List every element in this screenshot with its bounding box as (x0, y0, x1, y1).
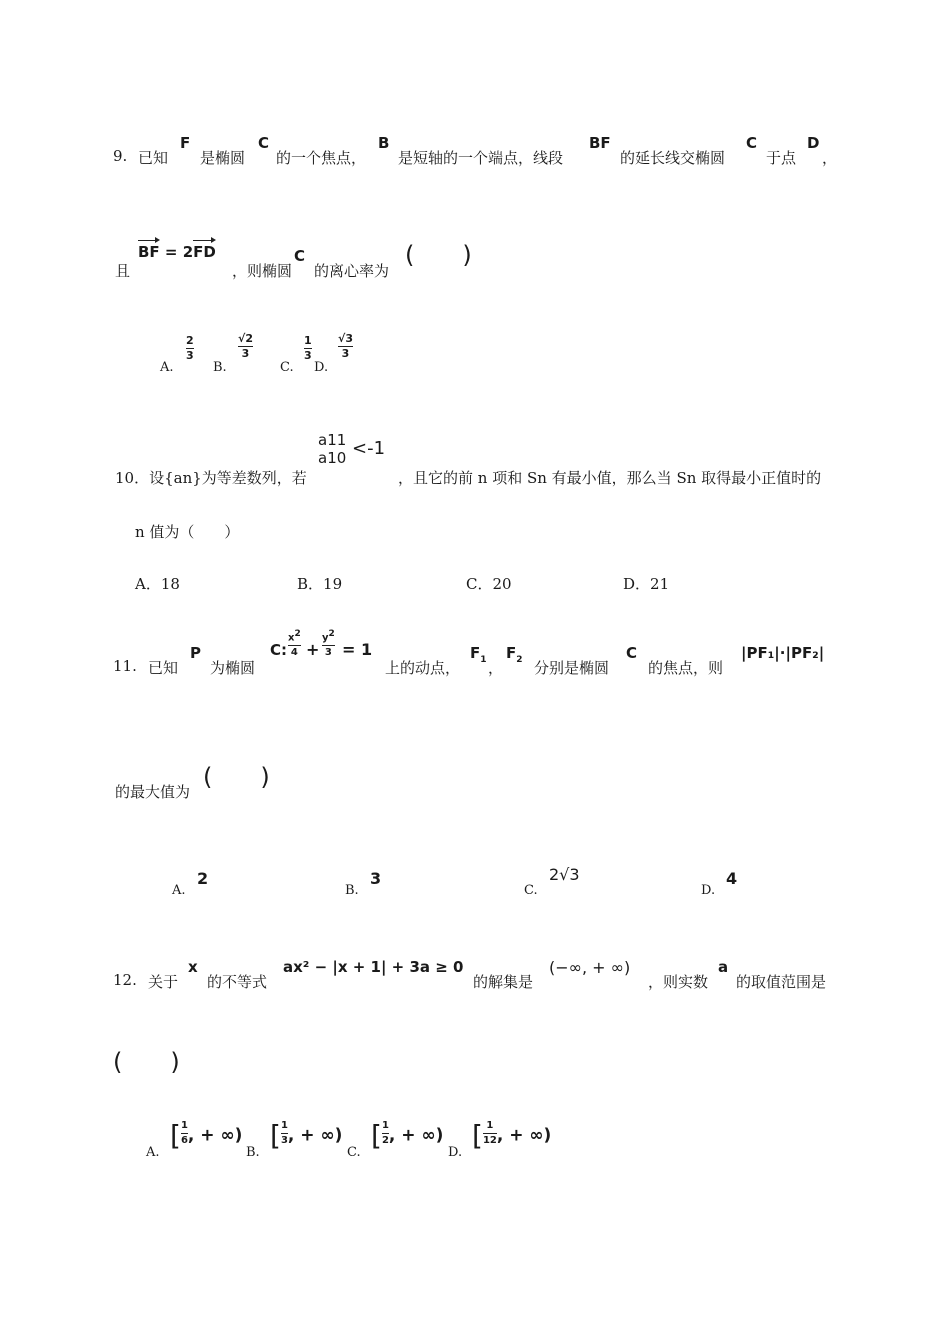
q10-option-C: C．20 (466, 575, 512, 593)
q12-option-D-interval: [ $\frac{1}{12}$ , + ∞) (472, 1119, 552, 1152)
q11-text: ， (488, 659, 504, 677)
answer-blank: ( ) (405, 241, 472, 269)
q9-option-B-fraction: √2 3 (238, 332, 253, 360)
q12-option-C-interval: [ $\frac{1}{2}$ , + ∞) (371, 1119, 444, 1152)
q11-option-C-value: 2√3 (549, 865, 580, 884)
q11-number: 11. (113, 657, 137, 675)
answer-blank: ( ) (113, 1048, 180, 1076)
q12-option-B-interval: [ $\frac{1}{3}$ , + ∞) (270, 1119, 343, 1152)
q11-option-B-label: B. (345, 883, 359, 898)
q9-text: ，则椭圆 (232, 262, 293, 280)
q11-math-C: C (626, 644, 638, 662)
q12-solution-set: (−∞, + ∞) (549, 958, 631, 977)
q10-text: n 值为（ ） (135, 523, 240, 541)
q9-option-D-label: D. (314, 360, 329, 375)
q11-math-F1: $F_1$ (470, 644, 487, 665)
q12-option-D-label: D. (448, 1145, 463, 1160)
q9-option-B-label: B. (213, 360, 227, 375)
q12-text: 的解集是 (473, 973, 534, 991)
q10-text: 10．设{an}为等差数列，若 (115, 469, 307, 487)
q10-fraction: a11 a10 (318, 431, 347, 467)
q10-inequality: <-1 (352, 438, 386, 459)
q12-math-a: a (718, 958, 729, 976)
q9-vector-equation: BF = 2FD (138, 243, 216, 261)
q11-option-B-value: 3 (370, 869, 382, 888)
q9-math-BF: BF (589, 134, 611, 152)
q11-math-F2: $F_2$ (506, 644, 523, 665)
q11-text: 的最大值为 (115, 783, 191, 801)
q9-option-C-fraction: 1 3 (304, 334, 312, 362)
q11-option-C-label: C. (524, 883, 538, 898)
q9-text: ， (822, 149, 838, 167)
q11-text: 已知 (148, 659, 179, 677)
q11-text: 分别是椭圆 (534, 659, 610, 677)
q9-number: 9. (113, 147, 128, 165)
q9-option-A-label: A. (160, 360, 174, 375)
q9-text: 是椭圆 (200, 149, 246, 167)
q9-text: 是短轴的一个端点，线段 (398, 149, 564, 167)
q10-option-D: D．21 (623, 575, 670, 593)
q11-math-expression: |PF₁|·|PF₂| (741, 644, 825, 662)
q11-text: 为椭圆 (210, 659, 256, 677)
q9-math-B: B (378, 134, 390, 152)
q10-option-B: B．19 (297, 575, 343, 593)
q12-text: 关于 (148, 973, 179, 991)
answer-blank: ( ) (203, 763, 270, 791)
q12-option-C-label: C. (347, 1145, 361, 1160)
q10-text: ，且它的前 n 项和 Sn 有最小值，那么当 Sn 取得最小正值时的 (398, 469, 822, 487)
q11-math-P: P (190, 644, 201, 662)
q11-option-A-value: 2 (197, 869, 209, 888)
q9-text: 的延长线交椭圆 (620, 149, 726, 167)
q9-math-D: D (807, 134, 820, 152)
q11-option-D-label: D. (701, 883, 716, 898)
q10-option-A: A．18 (135, 575, 180, 593)
q12-math-x: x (188, 958, 198, 976)
q9-math-C: C (258, 134, 270, 152)
q12-option-B-label: B. (246, 1145, 260, 1160)
q11-text: 上的动点， (385, 659, 461, 677)
q9-text: 的一个焦点， (276, 149, 367, 167)
q9-option-A-fraction: 2 3 (186, 334, 194, 362)
q12-text: ，则实数 (648, 973, 709, 991)
q9-math-C: C (746, 134, 758, 152)
q9-text: 的离心率为 (314, 262, 390, 280)
q12-text: 的取值范围是 (736, 973, 827, 991)
q9-option-C-label: C. (280, 360, 294, 375)
q12-option-A-interval: [ $\frac{1}{6}$ , + ∞) (170, 1119, 243, 1152)
q12-inequality: ax² − |x + 1| + 3a ≥ 0 (283, 958, 464, 976)
q9-text: 且 (115, 262, 131, 280)
q9-math-F: F (180, 134, 191, 152)
q9-option-D-fraction: √3 3 (338, 332, 353, 360)
q12-number: 12. (113, 971, 137, 989)
q11-option-D-value: 4 (726, 869, 738, 888)
q12-option-A-label: A. (146, 1145, 160, 1160)
q12-text: 的不等式 (207, 973, 268, 991)
q9-text: 已知 (138, 149, 169, 167)
q9-math-C: C (294, 247, 306, 265)
q9-text: 于点 (766, 149, 797, 167)
q11-text: 的焦点，则 (648, 659, 724, 677)
q11-option-A-label: A. (172, 883, 186, 898)
